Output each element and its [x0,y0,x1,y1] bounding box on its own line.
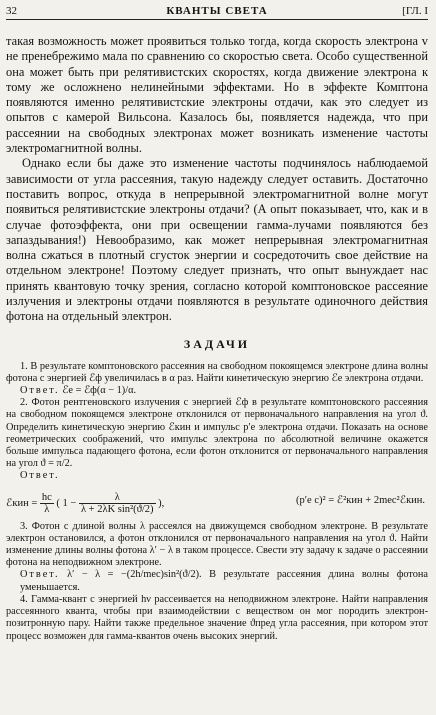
paragraph-1: такая возможность может проявиться только тогда, когда скорость электрона v не пренебрежимо мала по сравнению со скоростью света. Особо существенной она может быть при релятивистских скоростях, когда движение электрона к тому же осложнено нелинейными эффектами. Но в эффекте Комптона появляются именно релятивистские электроны отдачи, как это следует из опытов с камерой Вильсона. Казалось бы, появляется надежда, что при рассеянии на свободных электронах может возникать изменение частоты электромагнитной волны. [6,34,428,156]
formula-close: ), [158,497,165,509]
chapter-marker: [ГЛ. I [402,5,428,17]
problem-3: 3. Фотон с длиной волны λ рассеялся на движущемся свободном электроне. В результате электрон остановился, а фотон отклонился от первоначального направления на угол ϑ. Найти изменение длины волны фотона λ′ − λ в таком процессе. Свести эту задачу к задаче о рассеянии фотона на неподвижном электроне. [6,520,428,569]
problem-2: 2. Фотон рентгеновского излучения с энергией ℰф в результате комптоновского рассеяния на свободном покоящемся электроне отклонился от первоначального направления на угол ϑ. Определить кинетическую энергию ℰкин и импульс p′e электрона отдачи. Показать на основе геометрических соображений, что импульс электрона по абсолютной величине окажется больше импульса падающего фотона, если фотон отклонится от первоначального направления на угол ϑ = π/2. [6,397,428,470]
problem-1: 1. В результате комптоновского рассеяния на свободном покоящемся электроне длина волны фотона с энергией ℰф увеличилась в α раз. Найти кинетическую энергию ℰe электрона отдачи. [6,360,428,384]
answer-label: Ответ. [20,569,60,581]
page-body [6,34,428,643]
denominator: λ + 2λK sin²(ϑ/2) [80,503,154,515]
paragraph-2: Однако если бы даже это изменение частоты подчинялось наблюдаемой зависимости от угла рассеяния, такую надежду следует оставить. Достаточно поставить вопрос, откуда в непрерывной электромагнитной волне могут появиться релятивистские электроны отдачи? (А опыт показывает, что, как и в случае фотоэффекта, они при освещении гамма-лучами появляются без запаздывания!) Невообразимо, как может непрерывная электромагнитная волна сжаться в плотный сгусток энергии и сосредоточить свое действие на отдельном электроне! Поэтому следует признать, что опыт вынуждает нас принять квантовую точку зрения, согласно которой комптоновское рассеяние излучения и электроны отдачи появляются в результате одиночного действия фотона на отдельный электрон. [6,156,428,324]
answer-text: ℰe = ℰф(α − 1)/α. [62,385,137,397]
page-number: 32 [6,5,17,17]
momentum-formula: (p′e c)² = ℰ²кин + 2mec²ℰкин. [296,494,426,506]
answer-2-label [6,470,428,482]
answer-2-formula [6,485,428,517]
kinetic-energy-formula [6,492,164,515]
header-rule [6,19,428,20]
problem-4: 4. Гамма-квант с энергией hν рассеивается на неподвижном электроне. Найти направления рассеянного кванта, чтобы при взаимодействии с веществом он мог породить электрон-позитронную пару. Найти также предельное значение ϑпред угла рассеяния, при котором этот процесс возможен для гамма-квантов очень высоких энергий. [6,593,428,642]
section-title: ЗАДАЧИ [183,336,251,351]
fraction-hc-lambda [40,492,54,515]
fraction-lambda-ratio [79,492,156,515]
page-header [6,5,428,19]
denominator: λ [44,503,50,515]
answer-text: λ′ − λ = −(2h/mec)sin²(ϑ/2). В результате рассеяния длина волны фотона уменьшается. [20,569,429,593]
running-title: КВАНТЫ СВЕТА [166,5,268,17]
answer-3 [6,569,428,593]
numerator: hc [41,491,52,503]
answer-label: Ответ. [20,385,60,397]
answer-label: Ответ. [20,470,60,482]
formula-middle: ( 1 − [56,497,77,509]
formula-lhs: ℰкин = [6,497,38,509]
answer-1 [6,385,428,397]
numerator: λ [79,492,156,504]
